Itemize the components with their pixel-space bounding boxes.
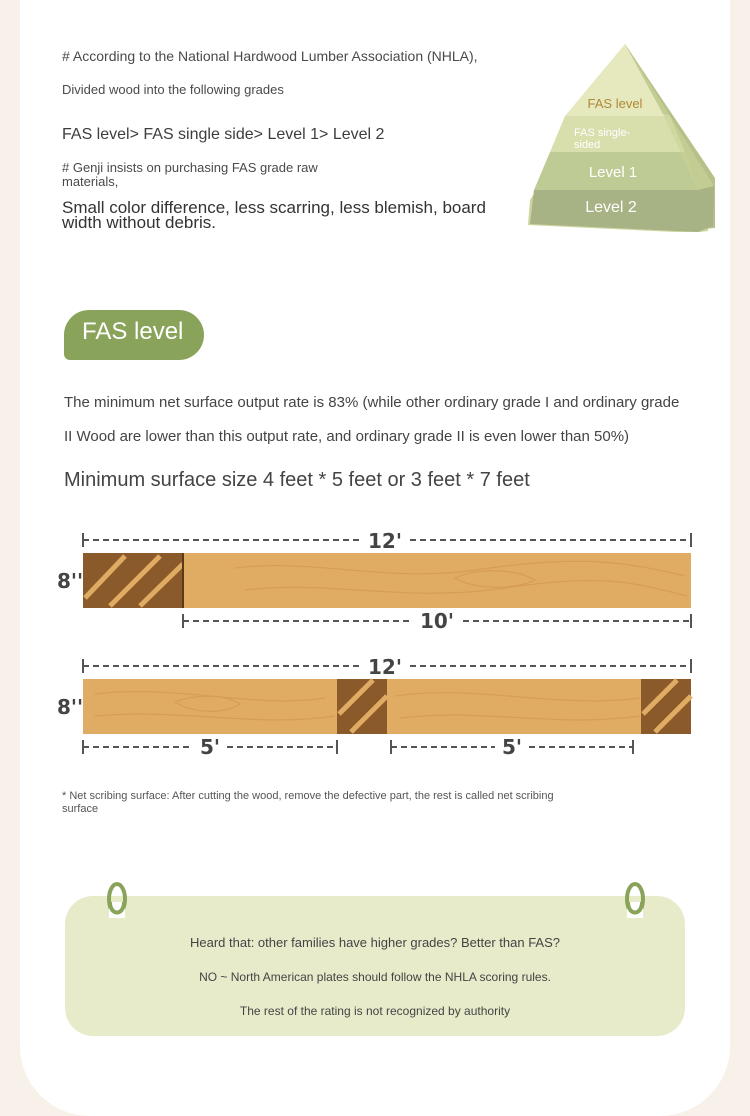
note-box xyxy=(65,896,685,1036)
fas-desc-line-2: II Wood are lower than this output rate, and ordinary grade II is even lower than 50%) xyxy=(64,428,630,445)
note-line-2: NO ~ North American plates should follow the NHLA scoring rules. xyxy=(199,970,551,984)
grade-pyramid xyxy=(520,38,720,238)
note-line-1: Heard that: other families have higher grades? Better than FAS? xyxy=(190,935,560,950)
board1-width-label: 8'' xyxy=(57,569,84,593)
pyramid-label-single-2: sided xyxy=(574,139,601,151)
board-diagram-1 xyxy=(55,528,705,636)
quality-line-1: Small color difference, less scarring, less blemish, board xyxy=(62,198,486,217)
pyramid-label-fas: FAS level xyxy=(587,96,643,111)
intro-line-2: Divided wood into the following grades xyxy=(62,82,284,97)
binder-ring-left-icon xyxy=(104,878,130,920)
fas-desc-line-1: The minimum net surface output rate is 83% (while other ordinary grade I and ordinary grade xyxy=(64,394,680,411)
pyramid-label-level2: Level 2 xyxy=(585,199,637,216)
board-diagram-2 xyxy=(55,654,705,762)
board2-seg1-label: 5' xyxy=(199,735,221,759)
board2-width-label: 8'' xyxy=(57,695,84,719)
board1-length-label: 12' xyxy=(368,529,402,553)
quality-line-2: width without debris. xyxy=(62,213,217,232)
pyramid-label-single-1: FAS single- xyxy=(574,127,631,139)
footnote-line-2: surface xyxy=(62,803,99,815)
board2-seg2-label: 5' xyxy=(501,735,523,759)
note-line-3: The rest of the rating is not recognized by authority xyxy=(239,1004,511,1018)
insist-line-2: materials, xyxy=(62,174,119,189)
insist-line-1: # Genji insists on purchasing FAS grade raw xyxy=(62,160,318,175)
board1-net-label: 10' xyxy=(420,609,454,633)
fas-level-badge-label: FAS level xyxy=(82,318,184,345)
footnote-line-1: * Net scribing surface: After cutting the wood, remove the defective part, the rest is called net scribing xyxy=(62,790,554,802)
pyramid-label-level1: Level 1 xyxy=(588,164,638,181)
board2-length-label: 12' xyxy=(368,655,402,679)
binder-ring-right-icon xyxy=(622,878,648,920)
intro-line-1: # According to the National Hardwood Lumber Association (NHLA), xyxy=(62,48,478,64)
fas-level-badge xyxy=(64,310,204,360)
grades-line: FAS level> FAS single side> Level 1> Level 2 xyxy=(62,126,385,143)
min-size-line: Minimum surface size 4 feet * 5 feet or 3 feet * 7 feet xyxy=(64,469,530,491)
